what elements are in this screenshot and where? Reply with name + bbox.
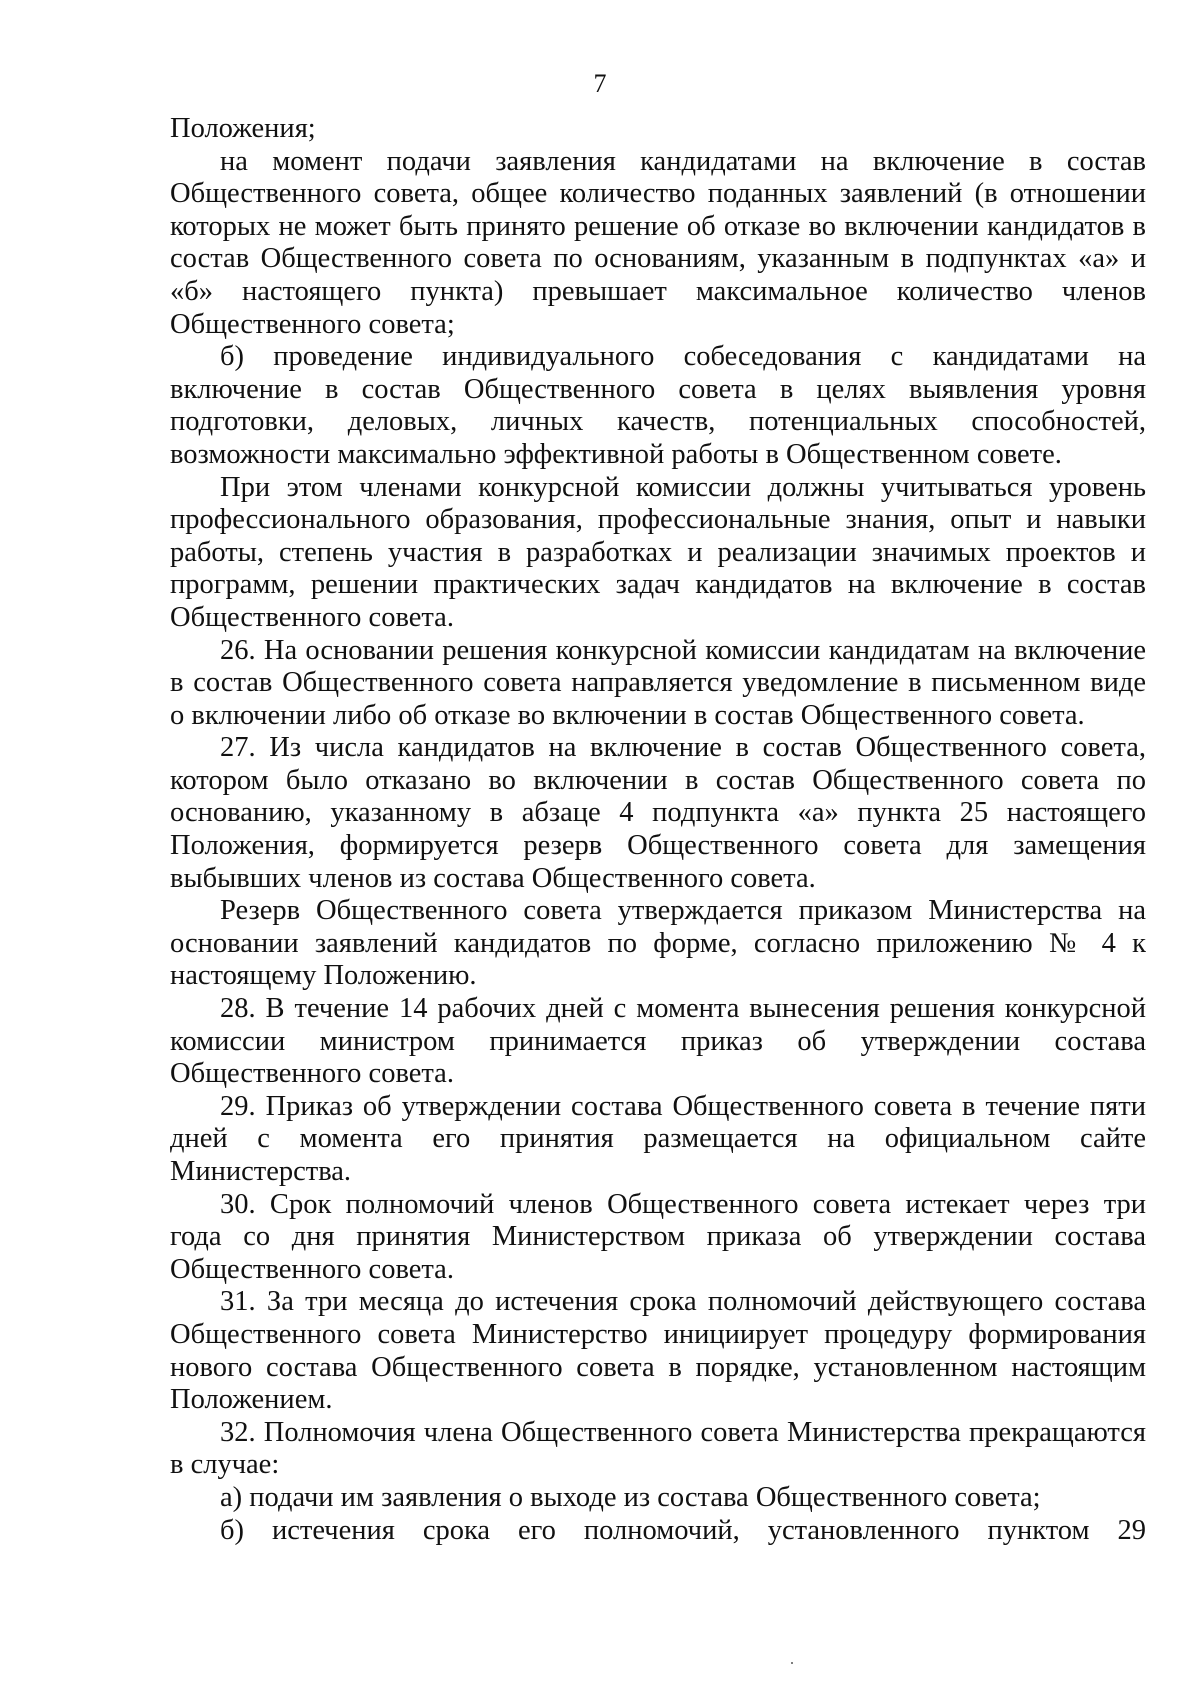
paragraph-5: 26. На основании решения конкурсной комиссии кандидатам на включение в состав Общественного совета направляется уведомление в письменном виде о включении либо об отказе во включении в состав Общественного совета.: [170, 634, 1146, 731]
page-number: 7: [593, 69, 607, 98]
paragraph-8: 28. В течение 14 рабочих дней с момента вынесения решения конкурсной комиссии министром принимается приказ об утверждении состава Общественного совета.: [170, 993, 1146, 1090]
document-body: [170, 113, 1146, 1547]
paragraph-7: Резерв Общественного совета утверждается приказом Министерства на основании заявлений кандидатов по форме, согласно приложению № 4 к настоящему Положению.: [170, 895, 1146, 992]
paragraph-2: на момент подачи заявления кандидатами на включение в состав Общественного совета, общее количество поданных заявлений (в отношении которых не может быть принято решение об отказе во включении кандидатов в состав Общественного совета по основаниям, указанным в подпунктах «а» и «б» настоящего пункта) превышает максимальное количество членов Общественного совета;: [170, 145, 1146, 340]
paragraph-4: При этом членами конкурсной комиссии должны учитываться уровень профессионального образования, профессиональные знания, опыт и навыки работы, степень участия в разработках и реализации значимых проектов и программ, решении практических задач кандидатов на включение в состав Общественного совета.: [170, 471, 1146, 633]
paragraph-1: Положения;: [170, 113, 316, 144]
paragraph-14: б) истечения срока его полномочий, установленного пунктом 29: [220, 1514, 1146, 1546]
paragraph-10: 30. Срок полномочий членов Общественного совета истекает через три года со дня принятия Министерством приказа об утверждении состава Общественного совета.: [170, 1188, 1146, 1285]
paragraph-13: а) подачи им заявления о выходе из состава Общественного совета;: [220, 1481, 1041, 1513]
paragraph-11: 31. За три месяца до истечения срока полномочий действующего состава Общественного совета Министерство инициирует процедуру формирования нового состава Общественного совета в порядке, установленном настоящим Положением.: [170, 1286, 1146, 1416]
paragraph-6: 27. Из числа кандидатов на включение в состав Общественного совета, котором было отказано во включении в состав Общественного совета по основанию, указанному в абзаце 4 подпункта «а» пункта 25 настоящего Положения, формируется резерв Общественного совета для замещения выбывших членов из состава Общественного совета.: [170, 732, 1146, 894]
paragraph-12: 32. Полномочия члена Общественного совета Министерства прекращаются в случае:: [170, 1416, 1146, 1481]
paragraph-9: 29. Приказ об утверждении состава Общественного совета в течение пяти дней с момента его принятия размещается на официальном сайте Министерства.: [170, 1090, 1146, 1187]
paragraph-3: б) проведение индивидуального собеседования с кандидатами на включение в состав Общественного совета в целях выявления уровня подготовки, деловых, личных качеств, потенциальных способностей, возможности максимально эффективной работы в Общественном совете.: [170, 341, 1146, 470]
scan-speck: [791, 1662, 793, 1664]
